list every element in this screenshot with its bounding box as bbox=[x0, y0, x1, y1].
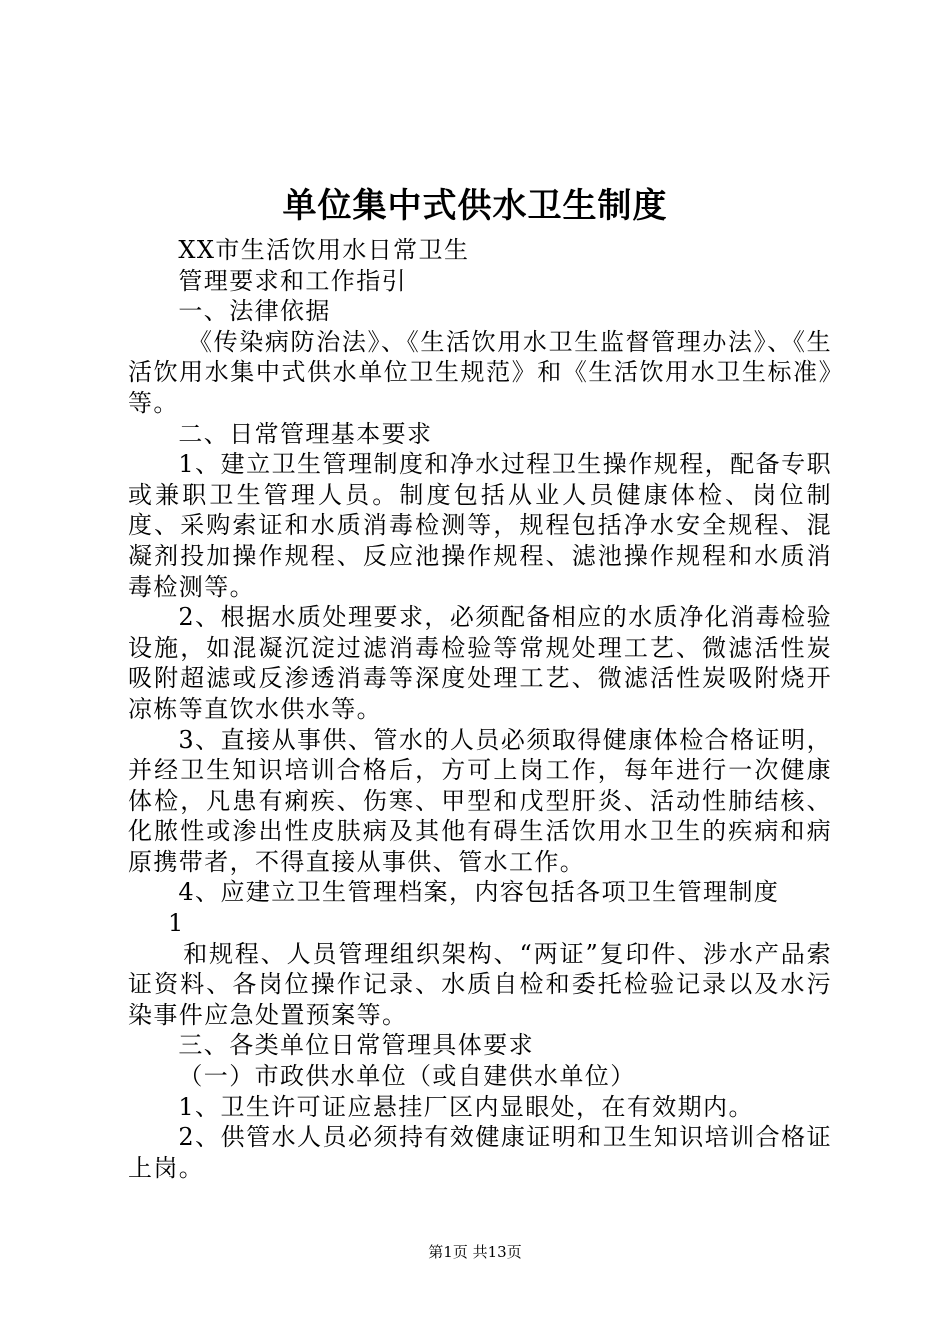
inline-page-number: 1 bbox=[168, 909, 185, 938]
paragraph-requirement-4-continued: 和规程、人员管理组织架构、“两证”复印件、涉水产品索证资料、各岗位操作记录、水质自检和委托检验记录以及水污染事件应急处置预案等。 bbox=[128, 939, 832, 1029]
page-footer: 第1页 共13页 bbox=[428, 1243, 522, 1261]
paragraph-requirement-2: 2、根据水质处理要求，必须配备相应的水质净化消毒检验设施，如混凝沉淀过滤消毒检验等常规处理工艺、微滤活性炭吸附超滤或反渗透消毒等深度处理工艺、微滤活性炭吸附烧开凉栋等直饮水供水等。 bbox=[128, 603, 832, 723]
subsection-heading-municipal-supply: （一）市政供水单位（或自建供水单位） bbox=[178, 1062, 636, 1091]
paragraph-item-1: 1、卫生许可证应悬挂厂区内显眼处，在有效期内。 bbox=[178, 1092, 754, 1121]
document-title: 单位集中式供水卫生制度 bbox=[282, 186, 668, 226]
paragraph-legal-basis: 《传染病防治法》、《生活饮用水卫生监督管理办法》、《生活饮用水集中式供水单位卫生规范》和《生活饮用水卫生标准》等。 bbox=[128, 327, 832, 417]
paragraph-requirement-1: 1、建立卫生管理制度和净水过程卫生操作规程，配备专职或兼职卫生管理人员。制度包括从业人员健康体检、岗位制度、采购索证和水质消毒检测等，规程包括净水安全规程、混凝剂投加操作规程、反应池操作规程、滤池操作规程和水质消毒检测等。 bbox=[128, 450, 832, 601]
paragraph-requirement-4: 4、应建立卫生管理档案，内容包括各项卫生管理制度 bbox=[178, 878, 780, 907]
paragraph-requirement-3: 3、直接从事供、管水的人员必须取得健康体检合格证明，并经卫生知识培训合格后，方可上岗工作，每年进行一次健康体检，凡患有痢疾、伤寒、甲型和戊型肝炎、活动性肺结核、化脓性或渗出性皮肤病及其他有碍生活饮用水卫生的疾病和病原携带者，不得直接从事供、管水工作。 bbox=[128, 725, 832, 876]
paragraph-item-2: 2、供管水人员必须持有效健康证明和卫生知识培训合格证上岗。 bbox=[128, 1123, 832, 1182]
paragraph-subtitle-line-1: XX市生活饮用水日常卫生 bbox=[178, 236, 470, 264]
section-heading-legal-basis: 一、法律依据 bbox=[178, 297, 331, 326]
paragraph-subtitle-line-2: 管理要求和工作指引 bbox=[178, 266, 407, 295]
document-body bbox=[128, 235, 832, 1183]
section-heading-specific-requirements: 三、各类单位日常管理具体要求 bbox=[178, 1031, 534, 1060]
section-heading-basic-requirements: 二、日常管理基本要求 bbox=[178, 419, 433, 448]
